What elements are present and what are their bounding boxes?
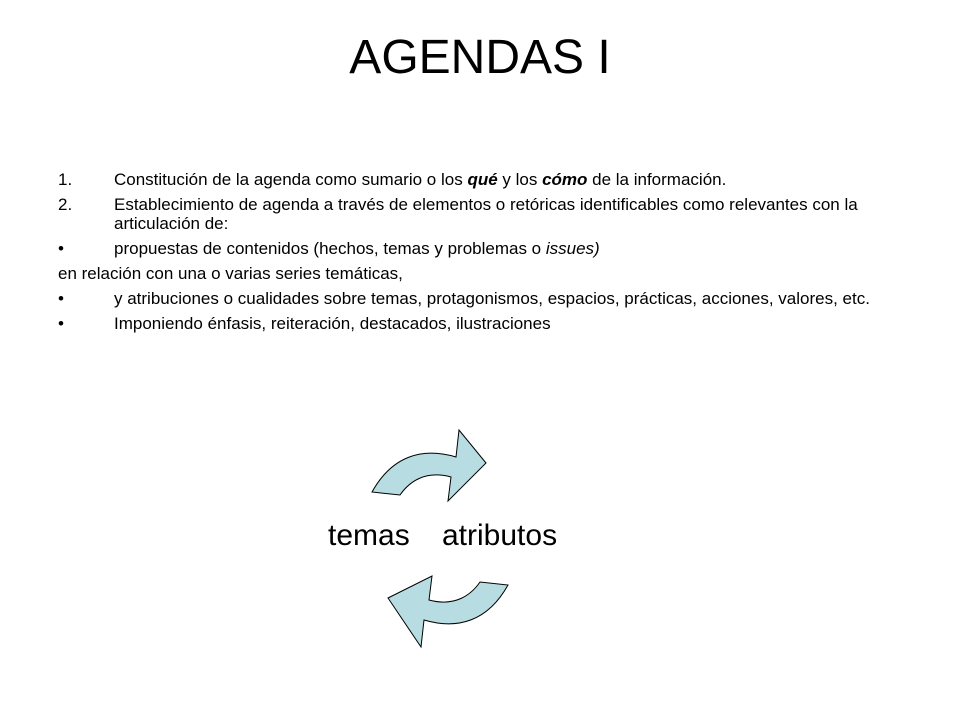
text-run: Constitución de la agenda como sumario o los: [114, 170, 468, 189]
bullet-list: [58, 170, 898, 339]
list-item-text: [114, 170, 726, 189]
text-run: y atribuciones o cualidades sobre temas, protagonismos, espacios, prácticas, acciones, valores, etc.: [114, 289, 870, 308]
list-marker: 2.: [58, 195, 73, 214]
text-run: Establecimiento de agenda a través de elementos o retóricas identificables como relevantes con la articulación de:: [114, 195, 858, 233]
list-item-text: [114, 289, 870, 308]
slide-title: AGENDAS I: [349, 31, 611, 84]
list-marker: 1.: [58, 170, 73, 189]
list-item: [58, 239, 898, 258]
top-curved-arrow: [372, 430, 486, 501]
text-run: de la información.: [587, 170, 727, 189]
list-marker: •: [58, 314, 64, 333]
text-run: y los: [497, 170, 543, 189]
text-run: en relación con una o varias series temáticas,: [58, 264, 403, 283]
list-item-text: [114, 314, 551, 333]
text-run: cómo: [542, 170, 588, 189]
list-item: [58, 264, 898, 283]
text-run: issues): [545, 239, 600, 258]
temas-label: temas: [328, 519, 410, 552]
text-run: propuestas de contenidos (hechos, temas y problemas o: [114, 239, 546, 258]
list-item-text: [58, 264, 403, 283]
list-marker: •: [58, 289, 64, 308]
list-item: [58, 289, 898, 308]
text-run: qué: [467, 170, 498, 189]
list-item-text: [114, 195, 858, 233]
bottom-curved-arrow: [388, 576, 508, 647]
list-item: [58, 195, 898, 233]
text-run: Imponiendo énfasis, reiteración, destacados, ilustraciones: [114, 314, 551, 333]
list-item: [58, 170, 898, 189]
list-item: [58, 314, 898, 333]
list-marker: •: [58, 239, 64, 258]
list-item-text: [114, 239, 600, 258]
atributos-label: atributos: [442, 519, 558, 552]
